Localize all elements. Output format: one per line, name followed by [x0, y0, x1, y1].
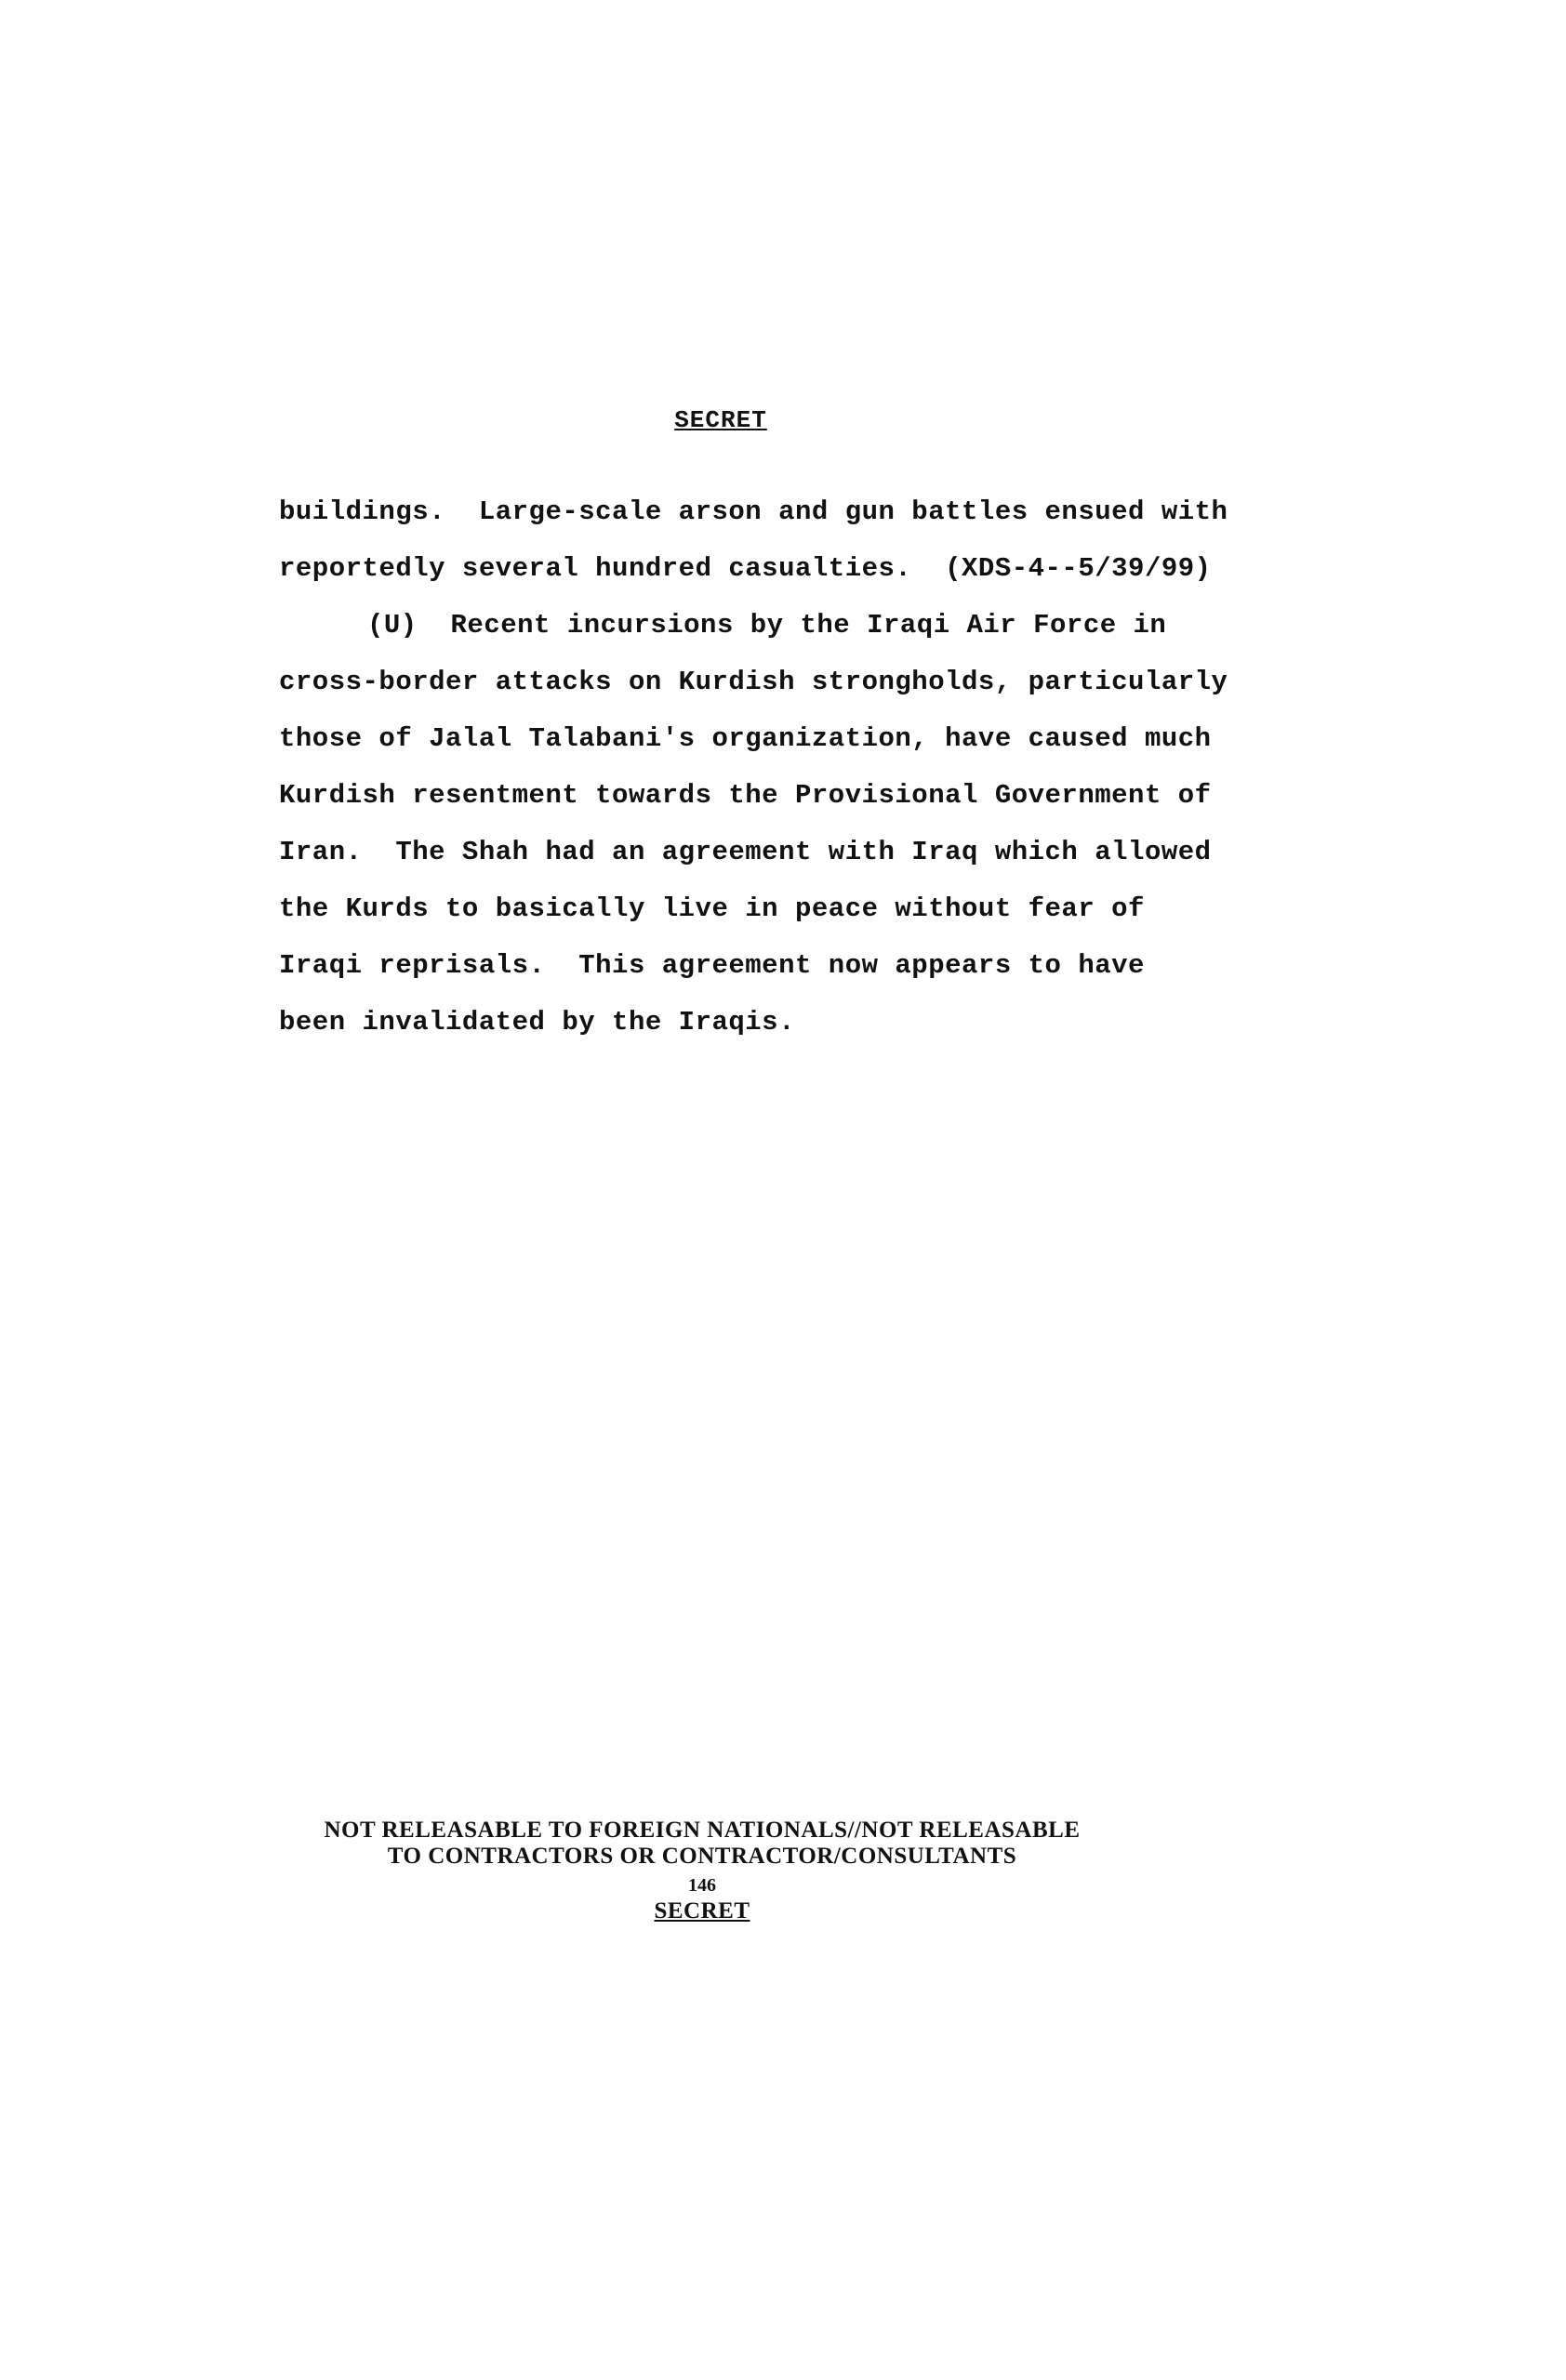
text-line: Iran. The Shah had an agreement with Iraq which allowed [279, 837, 1212, 867]
text-line: Iraqi reprisals. This agreement now appears to have [279, 950, 1145, 981]
text-line: those of Jalal Talabani's organization, have caused much [279, 723, 1212, 754]
header-classification-marking: SECRET [674, 406, 767, 434]
text-line: buildings. Large-scale arson and gun battles ensued with [279, 496, 1228, 527]
page-number: 146 [688, 1875, 716, 1896]
footer [0, 1818, 1404, 1925]
body-text [279, 483, 1320, 1051]
text-line: cross-border attacks on Kurdish strongholds, particularly [279, 667, 1228, 697]
releasability-caveat-line-1: NOT RELEASABLE TO FOREIGN NATIONALS//NOT RELEASABLE [324, 1818, 1081, 1843]
text-line: been invalidated by the Iraqis. [279, 1007, 795, 1038]
text-line: Kurdish resentment towards the Provisional Government of [279, 780, 1212, 811]
footer-classification-marking: SECRET [654, 1898, 750, 1924]
text-line: the Kurds to basically live in peace without fear of [279, 893, 1145, 924]
text-line: reportedly several hundred casualties. (XDS-4--5/39/99) [279, 553, 1212, 584]
releasability-caveat-line-2: TO CONTRACTORS OR CONTRACTOR/CONSULTANTS [387, 1844, 1017, 1869]
text-line-paragraph-start: (U) Recent incursions by the Iraqi Air Force in [367, 610, 1167, 641]
